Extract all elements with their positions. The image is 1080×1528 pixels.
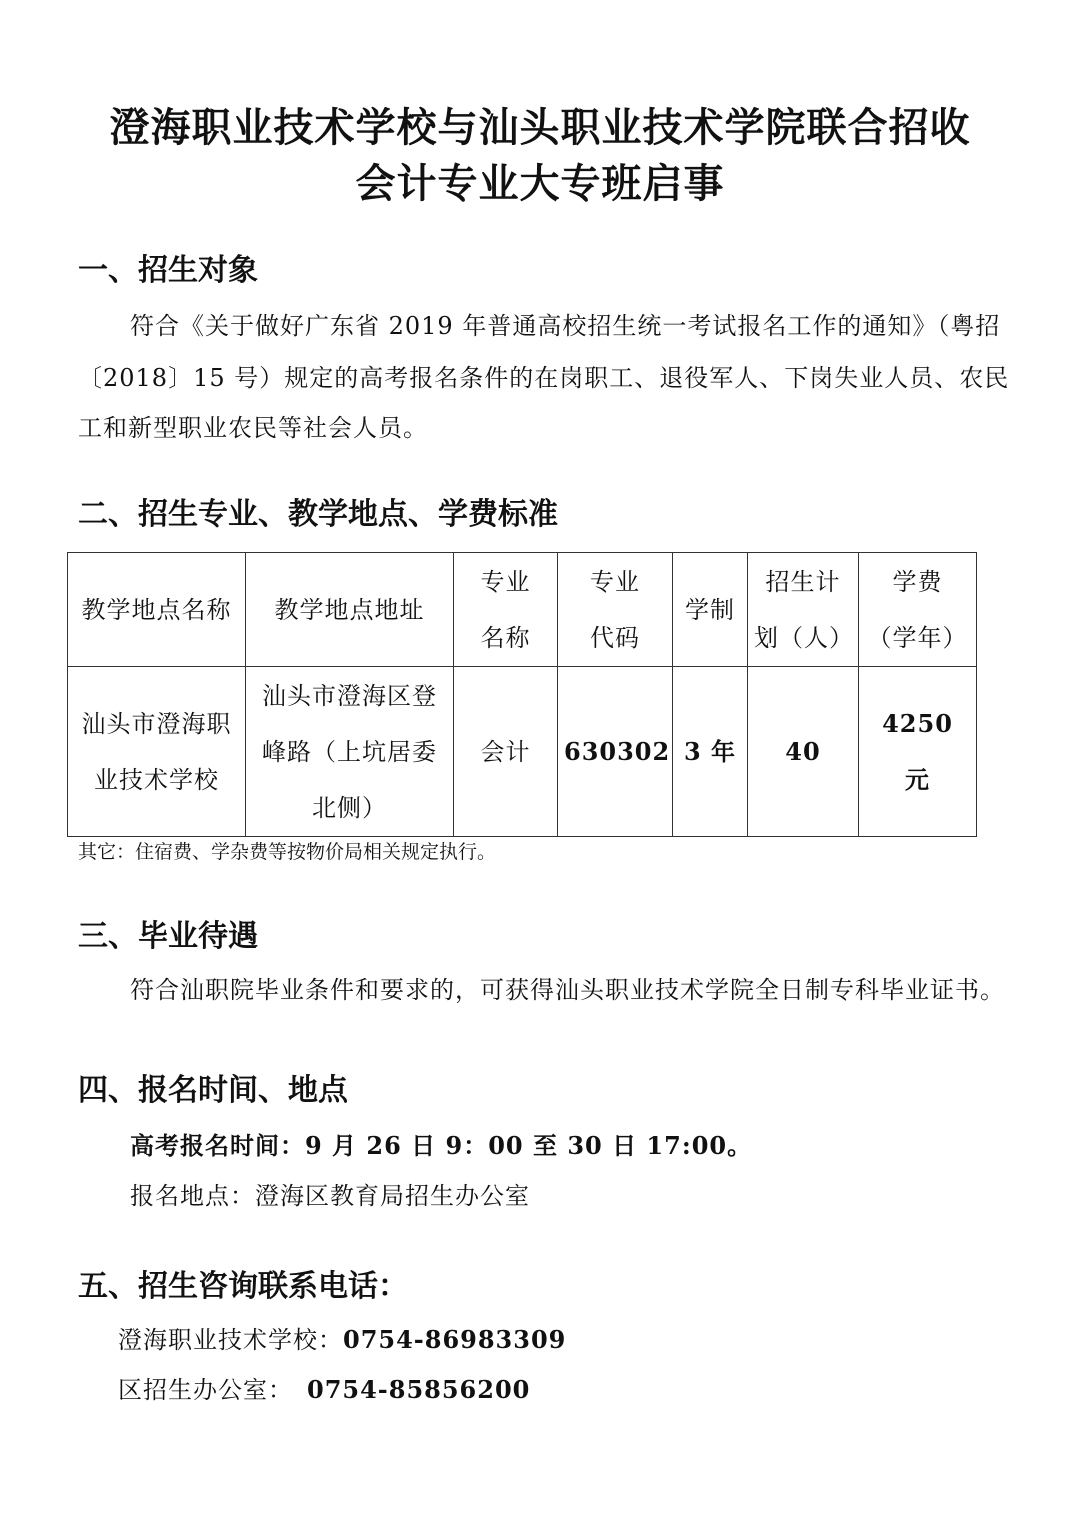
header-major-name: 专业 名称 [454,553,558,667]
section-3-text: 符合汕职院毕业条件和要求的，可获得汕头职业技术学院全日制专科毕业证书。 [130,976,1005,1004]
contact-school [118,1325,567,1354]
section-5-heading: 五、招生咨询联系电话： [78,1269,408,1304]
header-tuition: 学费 （学年） [859,553,977,667]
contact-office [118,1375,531,1404]
cell-site-name: 汕头市澄海职 业技术学校 [68,667,246,837]
cell-major-name: 会计 [454,667,558,837]
title-line-1: 澄海职业技术学校与汕头职业技术学院联合招收 [109,105,971,151]
header-site-name: 教学地点名称 [68,553,246,667]
title-line-2: 会计专业大专班启事 [355,161,725,207]
contact-school-phone: 0754-86983309 [343,1325,567,1354]
cell-tuition: 4250 元 [859,667,977,837]
cell-major-code: 630302 [558,667,673,837]
contact-office-label: 区招生办公室： [118,1376,293,1404]
contact-office-phone: 0754-85856200 [307,1375,531,1404]
enrollment-table [67,552,977,837]
cell-site-address: 汕头市澄海区登 峰路（上坑居委 北侧） [246,667,454,837]
header-major-code: 专业 代码 [558,553,673,667]
section-1-line-3: 工和新型职业农民等社会人员。 [78,414,428,442]
header-site-address: 教学地点地址 [246,553,454,667]
section-2-heading: 二、招生专业、教学地点、学费标准 [78,497,558,532]
cell-duration: 3 年 [673,667,748,837]
contact-school-label: 澄海职业技术学校： [118,1326,343,1354]
header-enrollment-plan: 招生计 划（人） [748,553,859,667]
section-3-heading: 三、毕业待遇 [78,919,258,954]
table-row [68,667,977,837]
header-duration: 学制 [673,553,748,667]
registration-place: 报名地点：澄海区教育局招生办公室 [130,1182,530,1210]
registration-time: 高考报名时间：9 月 26 日 9：00 至 30 日 17:00。 [130,1131,753,1160]
section-1-line-2: 〔2018〕15 号）规定的高考报名条件的在岗职工、退役军人、下岗失业人员、农民 [78,364,1010,392]
fee-note: 其它：住宿费、学杂费等按物价局相关规定执行。 [78,841,497,863]
section-1-heading: 一、招生对象 [78,253,258,288]
cell-enrollment-plan: 40 [748,667,859,837]
section-1-line-1: 符合《关于做好广东省 2019 年普通高校招生统一考试报名工作的通知》（粤招 [130,312,1001,340]
table-header-row [68,553,977,667]
section-4-heading: 四、报名时间、地点 [78,1073,348,1108]
